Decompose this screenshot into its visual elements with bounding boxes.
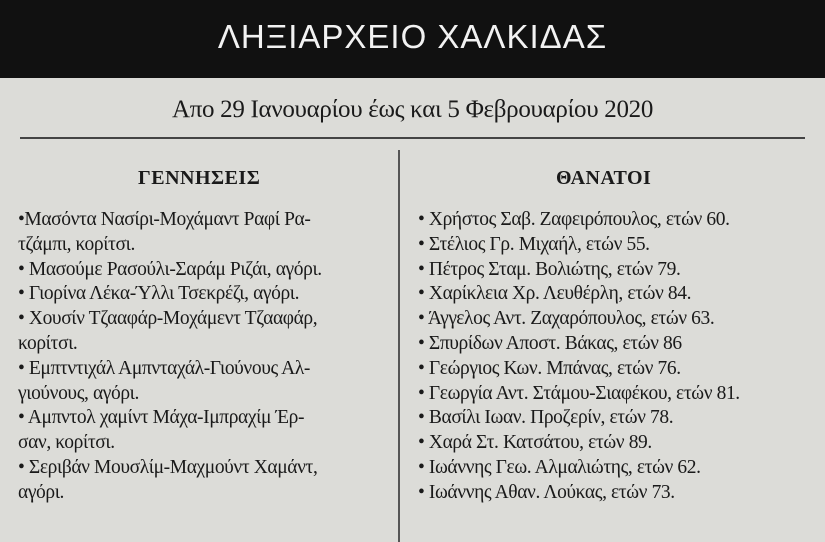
death-entry: • Ιωάννης Γεω. Αλμαλιώτης, ετών 62. <box>418 456 701 478</box>
births-line: • Χουσίν Τζααφάρ-Μοχάμεντ Τζααφάρ, <box>18 308 318 330</box>
death-entry: • Βασίλι Ιωαν. Προζερίν, ετών 78. <box>418 407 674 429</box>
deaths-list <box>418 208 818 506</box>
births-line: αγόρι. <box>18 481 65 503</box>
births-line: τζάμπι, κορίτσι. <box>18 233 135 255</box>
births-line: • Μασούμε Ρασούλι-Σαράμ Ριζάι, αγόρι. <box>18 258 322 280</box>
page-title: ΛΗΞΙΑΡΧΕΙΟ ΧΑΛΚΙΔΑΣ <box>217 18 608 55</box>
death-entry: • Χαρίκλεια Χρ. Λευθέρλη, ετών 84. <box>418 283 692 305</box>
births-list <box>18 208 386 506</box>
column-divider <box>398 150 400 542</box>
horizontal-divider <box>20 137 805 139</box>
births-line: • Εμπτντιχάλ Αμπνταχάλ-Γιούνους Αλ- <box>18 357 311 379</box>
death-entry: • Πέτρος Σταμ. Βολιώτης, ετών 79. <box>418 258 681 280</box>
births-line: γιούνους, αγόρι. <box>18 382 139 404</box>
births-line: • Σεριβάν Μουσλίμ-Μαχμούντ Χαμάντ, <box>18 456 318 478</box>
death-entry: • Ιωάννης Αθαν. Λούκας, ετών 73. <box>418 481 675 503</box>
death-entry: • Γεωργία Αντ. Στάμου-Σιαφέκου, ετών 81. <box>418 382 740 404</box>
births-line: • Γιορίνα Λέκα-Ύλλι Τσεκρέζι, αγόρι. <box>18 283 300 305</box>
date-range: Απο 29 Ιανουαρίου έως και 5 Φεβρουαρίου 2020 <box>171 96 654 123</box>
deaths-heading: ΘΑΝΑΤΟΙ <box>556 167 652 189</box>
death-entry: • Γεώργιος Κων. Μπάνας, ετών 76. <box>418 357 681 379</box>
death-entry: • Χρήστος Σαβ. Ζαφειρόπουλος, ετών 60. <box>418 209 730 230</box>
births-line: κορίτσι. <box>18 332 78 354</box>
births-line: σαν, κορίτσι. <box>18 432 115 454</box>
death-entry: • Στέλιος Γρ. Μιχαήλ, ετών 55. <box>418 233 650 255</box>
births-line: •Μασόντα Νασίρι-Μοχάμαντ Ραφί Ρα- <box>18 209 311 230</box>
births-heading: ΓΕΝΝΗΣΕΙΣ <box>138 167 261 189</box>
births-line: • Αμπντολ χαμίντ Μάχα-Ιμπραχίμ Έρ- <box>18 407 305 429</box>
death-entry: • Χαρά Στ. Κατσάτου, ετών 89. <box>418 432 652 454</box>
death-entry: • Σπυρίδων Αποστ. Βάκας, ετών 86 <box>418 332 682 354</box>
death-entry: • Άγγελος Αντ. Ζαχαρόπουλος, ετών 63. <box>418 308 715 330</box>
header-bar <box>0 0 825 78</box>
